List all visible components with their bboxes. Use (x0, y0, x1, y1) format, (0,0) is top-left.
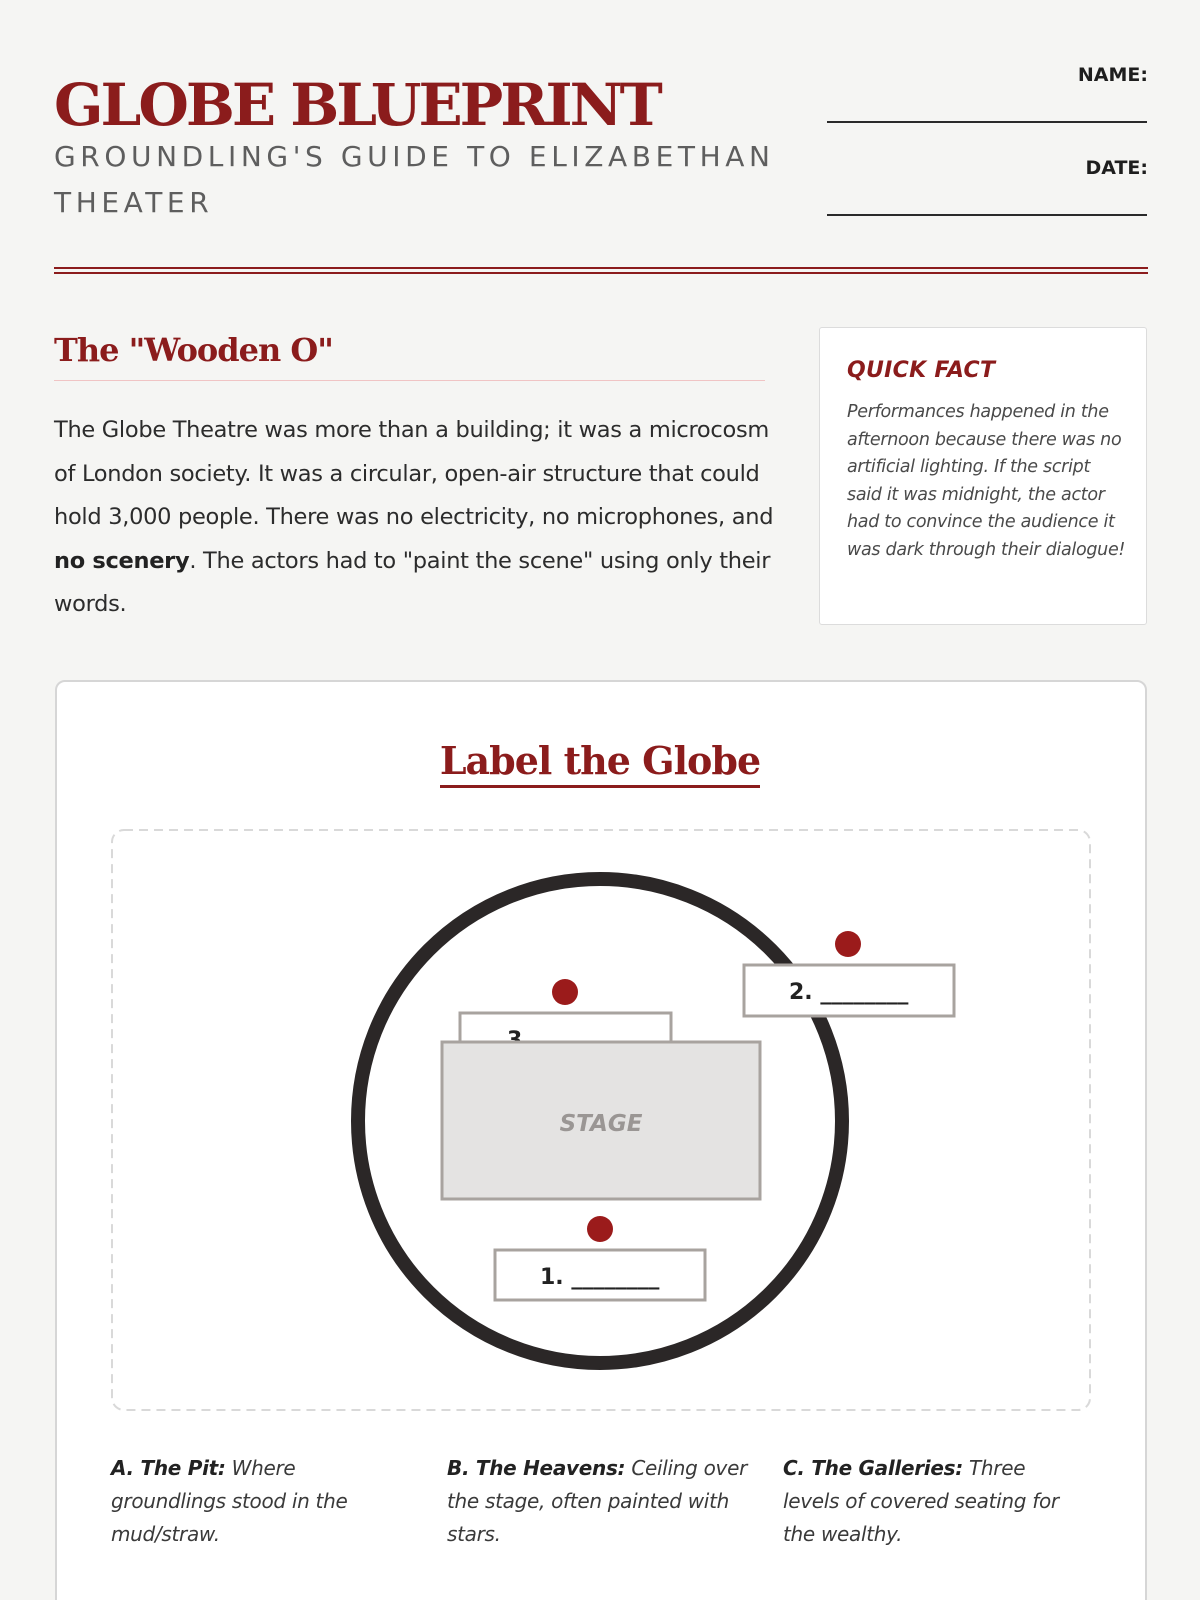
marker-dot-3 (552, 979, 578, 1005)
key-description: Where groundlings stood in the mud/straw. (111, 1456, 348, 1546)
key-term: C. The Galleries: (783, 1456, 963, 1480)
key-item-galleries (783, 1452, 1083, 1551)
marker-dot-1 (587, 1216, 613, 1242)
intro-emphasis: no scenery (54, 547, 190, 574)
marker-dot-2 (835, 931, 861, 957)
key-description: Three levels of covered seating for the wealthy. (783, 1456, 1059, 1546)
quick-fact-text: Performances happened in the afternoon because there was no artificial lighting. If the script said it was midnight, the actor had to convince the audience it was dark through their dialogue! (847, 402, 1126, 560)
label-box-1-text: 1. ________ (540, 1265, 660, 1290)
key-description: Ceiling over the stage, often painted with stars. (447, 1456, 747, 1546)
quick-fact-title: QUICK FACT (847, 358, 996, 383)
page-subtitle: GROUNDLING'S GUIDE TO ELIZABETHAN THEATER (54, 140, 775, 219)
intro-text: The Globe Theatre was more than a building; it was a microcosm of London society. It was a circular, open-air structure that could hold 3,000 people. There was no electricity, no microphones, and (54, 417, 774, 530)
key-term: B. The Heavens: (447, 1456, 626, 1480)
key-item-heavens (447, 1452, 747, 1551)
key-item-pit (111, 1452, 411, 1551)
label-box-3[interactable] (460, 1013, 671, 1045)
diagram-title-text: Label the Globe (440, 738, 760, 788)
stage-label: STAGE (559, 1111, 643, 1137)
intro-text-end: . The actors had to "paint the scene" using only their words. (54, 547, 771, 617)
label-box-2-text: 2. ________ (789, 980, 909, 1005)
section-heading: The "Wooden O" (54, 331, 333, 369)
key-term: A. The Pit: (111, 1456, 226, 1480)
name-label: NAME: (1077, 64, 1148, 86)
page-title: GLOBE BLUEPRINT (54, 71, 660, 139)
date-label: DATE: (1085, 157, 1148, 179)
